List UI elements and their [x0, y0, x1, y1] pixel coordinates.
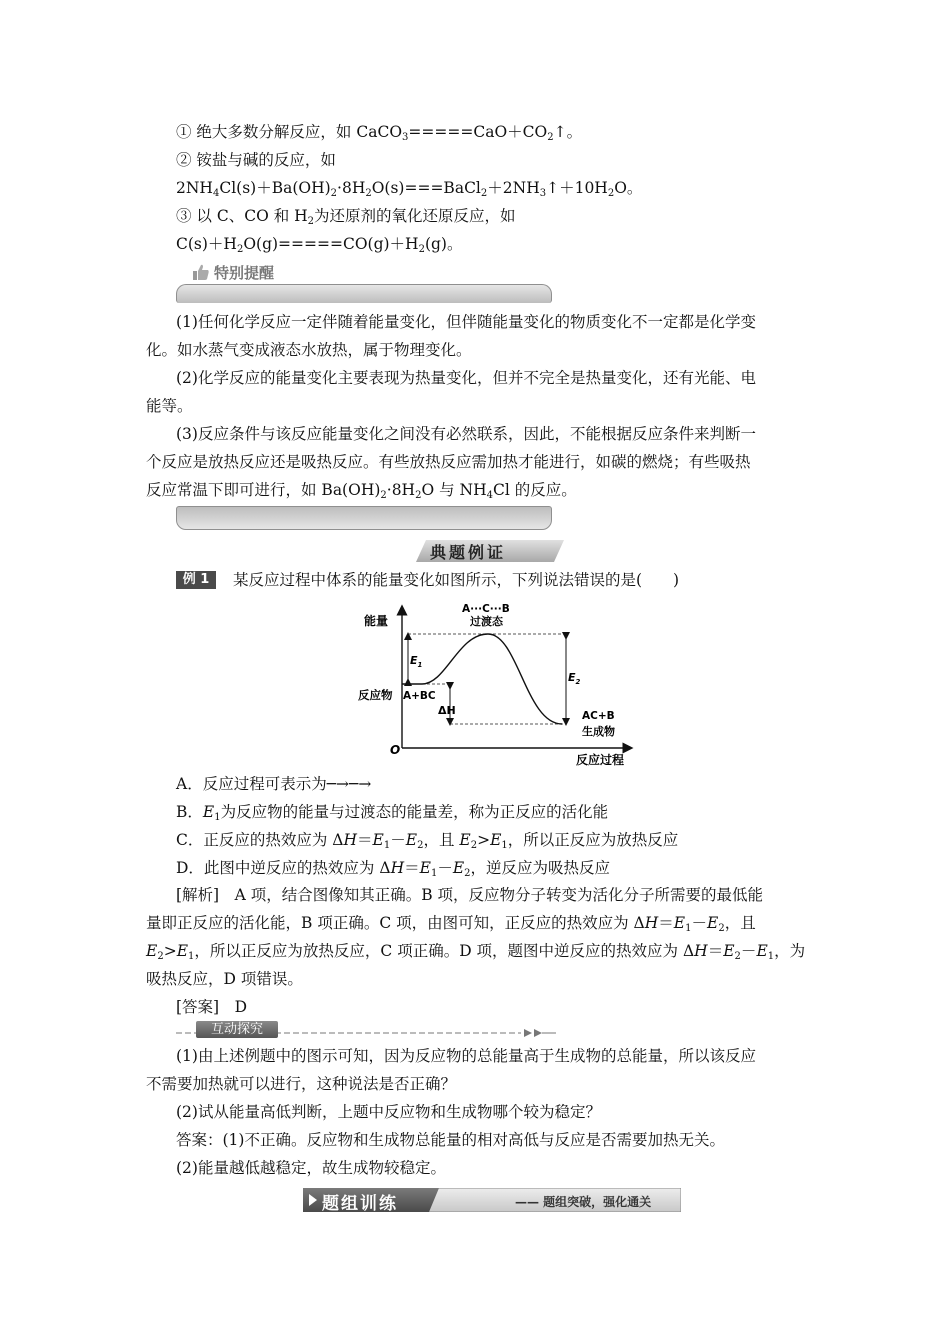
origin-label: O — [390, 743, 401, 757]
e1-label: $E_1$ — [410, 654, 423, 669]
intro-item-3-equation: $C(s)+H_2O(g)=====CO(g)+H_2(g)$。 — [176, 235, 463, 255]
tip-p3-line1: (3)反应条件与该反应能量变化之间没有必然联系，因此，不能根据反应条件来判断一 — [176, 425, 756, 443]
tip-p3-line2: 个反应是放热反应还是吸热反应。有些放热反应需加热才能进行，如碳的燃烧；有些吸热 — [146, 453, 751, 471]
intro-item-2: ② 铵盐与碱的反应，如 — [176, 151, 336, 169]
tip-p1-line2: 化。如水蒸气变成液态水放热，属于物理变化。 — [146, 341, 472, 359]
energy-curve — [402, 634, 562, 724]
section-title: 典题例证 — [430, 543, 507, 562]
analysis-line3: $E_2>E_1$，所以正反应为放热反应，C 项正确。D 项，题图中逆反应的热效应为 $\Delta H=E_2-E_1$，为 — [146, 942, 806, 962]
x-axis-label: 反应过程 — [576, 753, 625, 767]
option-d: D．此图中逆反应的热效应为 $\Delta H=E_1-E_2$，逆反应为吸热反应 — [176, 859, 611, 879]
reactant-species-label: A+BC — [403, 690, 436, 702]
tip-box-bottom — [176, 506, 552, 530]
analysis-line4: 吸热反应，D 项错误。 — [146, 970, 303, 988]
interactive-q1-line1: (1)由上述例题中的图示可知，因为反应物的总能量高于生成物的总能量，所以该反应 — [176, 1047, 756, 1065]
intro-item-2-equation: $2NH_4Cl(s)+Ba(OH)_2\cdot 8H_2O(s)===BaCl_2+2NH_3↑+10H_2O$。 — [176, 179, 643, 199]
tip-p3-line3: 反应常温下即可进行，如 $Ba(OH)_2\cdot 8H_2O$ 与 $NH_4Cl$ 的反应。 — [146, 481, 577, 501]
thumbs-up-icon — [192, 263, 210, 281]
analysis-line2: 量即正反应的活化能，B 项正确。C 项，由图可知，正反应的热效应为 $\Delta H=E_1-E_2$，且 — [146, 914, 756, 934]
y-axis-label: 能量 — [364, 614, 389, 628]
intro-item-3: ③ 以 C、CO 和 $H_2$为还原剂的氧化还原反应，如 — [176, 207, 516, 227]
interactive-a1: 答案：(1)不正确。反应物和生成物总能量的相对高低与反应是否需要加热无关。 — [176, 1131, 725, 1149]
tip-heading: 特别提醒 — [214, 264, 275, 282]
option-c: C．正反应的热效应为 $\Delta H=E_1-E_2$，且 $E_2>E_1$，所以正反应为放热反应 — [176, 831, 679, 851]
transition-species-label: A···C···B — [462, 603, 510, 615]
option-a: A．反应过程可表示为─→─→ — [176, 775, 372, 793]
transition-name-label: 过渡态 — [470, 615, 503, 628]
interactive-a2: (2)能量越低越稳定，故生成物较稳定。 — [176, 1159, 446, 1177]
interactive-tag: 互动探究 — [196, 1021, 278, 1038]
group-title: 题组训练 — [322, 1194, 398, 1214]
option-b: B．$E_1$为反应物的能量与过渡态的能量差，称为正反应的活化能 — [176, 803, 609, 823]
e2-label: $E_2$ — [568, 671, 581, 686]
dh-label: ΔH — [438, 704, 456, 717]
example-question: 某反应过程中体系的能量变化如图所示，下列说法错误的是( ) — [233, 571, 680, 589]
group-subtitle: —— 题组突破，强化通关 — [515, 1195, 652, 1209]
tip-p1-line1: (1)任何化学反应一定伴随着能量变化，但伴随能量变化的物质变化不一定都是化学变 — [176, 313, 756, 331]
tip-box-top — [176, 284, 552, 303]
interactive-q2: (2)试从能量高低判断，上题中反应物和生成物哪个较为稳定？ — [176, 1103, 601, 1121]
analysis-line1: [解析] A 项，结合图像知其正确。B 项，反应物分子转变为活化分子所需要的最低能 — [176, 886, 764, 904]
reactant-label: 反应物 — [358, 688, 393, 702]
energy-diagram — [350, 598, 640, 770]
intro-item-1: ① 绝大多数分解反应，如 $CaCO_3=====CaO+CO_2↑$。 — [176, 123, 583, 143]
interactive-q1-line2: 不需要加热就可以进行，这种说法是否正确？ — [146, 1075, 457, 1093]
product-label: 生成物 — [582, 725, 615, 738]
example-tag: 例 1 — [176, 571, 216, 589]
tip-p2-line2: 能等。 — [146, 397, 193, 415]
tip-p2-line1: (2)化学反应的能量变化主要表现为热量变化，但并不完全是热量变化，还有光能、电 — [176, 369, 756, 387]
product-species-label: AC+B — [582, 710, 615, 722]
answer: [答案] D — [176, 998, 248, 1016]
